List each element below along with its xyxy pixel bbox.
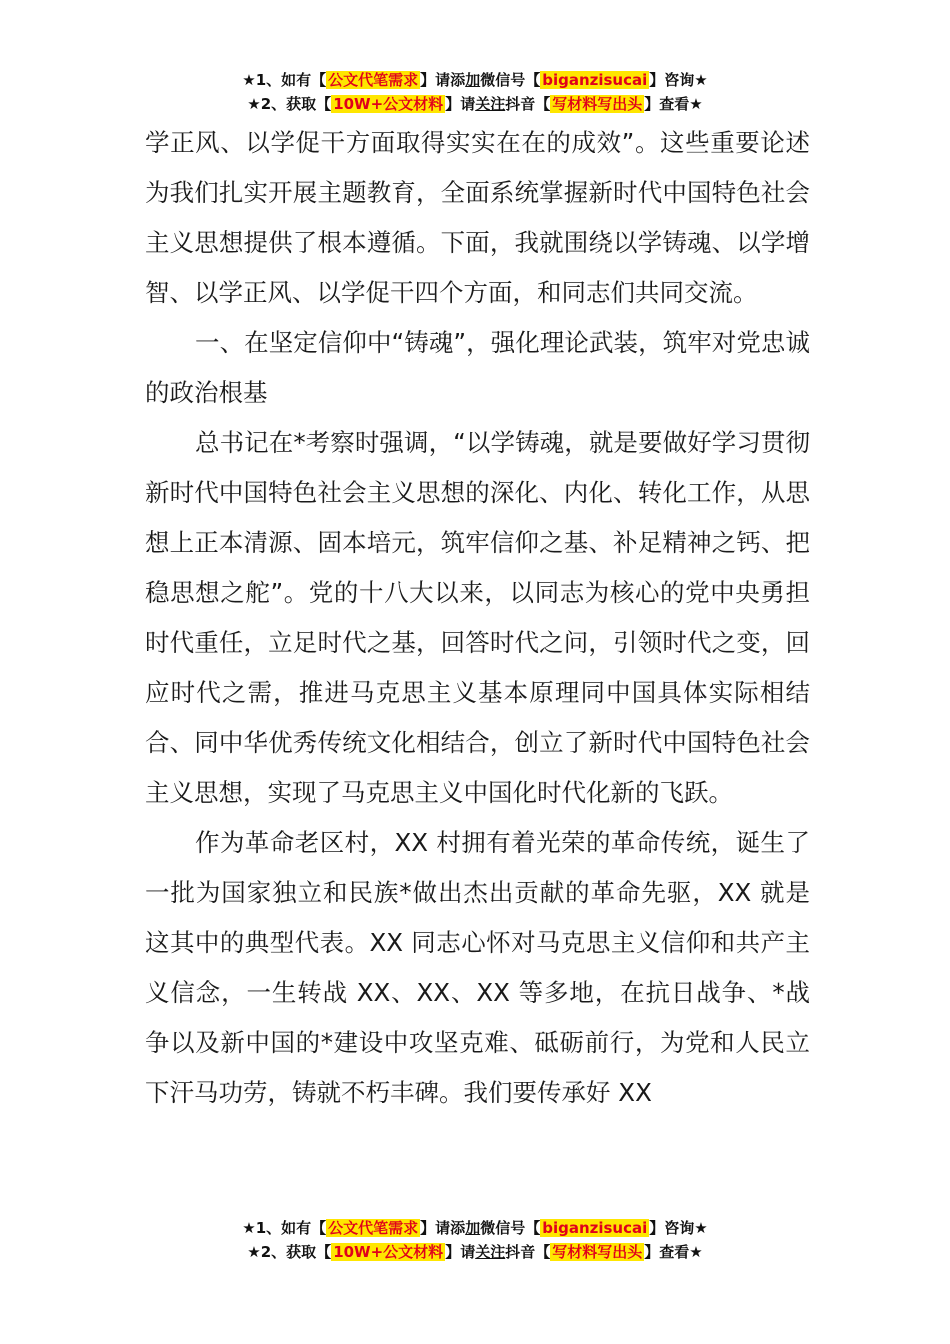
body-paragraph: 总书记在*考察时强调，“以学铸魂，就是要做好学习贯彻新时代中国特色社会主义思想的深化、内化、转化工作，从思想上正本清源、固本培元，筑牢信仰之基、补足精神之钙、把稳思想之舵”。党的十八大以来，以同志为核心的党中央勇担时代重任，立足时代之基，回答时代之问，引领时代之变，回应时代之需，推进马克思主义基本原理同中国具体实际相结合、同中华优秀传统文化相结合，创立了新时代中国特色社会主义思想，实现了马克思主义中国化时代化新的飞跃。 xyxy=(145,428,810,807)
promo-highlight-service: 公文代笔需求 xyxy=(328,71,419,89)
promo-line-2-middle-b: 抖音【 xyxy=(505,95,551,113)
promo-line-1-underlined: 加 xyxy=(465,1219,481,1237)
promo-line-2 xyxy=(0,1240,950,1264)
promo-line-2-middle-a: 】请 xyxy=(445,95,476,113)
promo-line-2-suffix: 】查看★ xyxy=(644,1243,703,1261)
promo-line-2 xyxy=(0,92,950,116)
body-paragraph: 作为革命老区村，XX 村拥有着光荣的革命传统，诞生了一批为国家独立和民族*做出杰出贡献的革命先驱，XX 就是这其中的典型代表。XX 同志心怀对马克思主义信仰和共产主义信念，一生转战 XX、XX、XX 等多地，在抗日战争、*战争以及新中国的*建设中攻坚克难、砥砺前行，为党和人民立下汗马功劳，铸就不朽丰碑。我们要传承好 XX xyxy=(145,828,810,1107)
promo-line-2-middle-b: 抖音【 xyxy=(505,1243,551,1261)
promo-line-2-prefix: ★2、获取【 xyxy=(247,1243,332,1261)
document-body xyxy=(145,118,810,1118)
promo-line-1-prefix: ★1、如有【 xyxy=(242,1219,327,1237)
promo-line-1 xyxy=(0,68,950,92)
promo-highlight-materials: 10W+公文材料 xyxy=(333,95,444,113)
promo-highlight-douyin: 写材料写出头 xyxy=(552,95,643,113)
promo-line-2-underlined: 关注 xyxy=(475,1243,506,1261)
promo-line-1-underlined: 加 xyxy=(465,71,481,89)
body-paragraph-continued: 学正风、以学促干方面取得实实在在的成效”。这些重要论述为我们扎实开展主题教育，全面系统掌握新时代中国特色社会主义思想提供了根本遵循。下面，我就围绕以学铸魂、以学增智、以学正风、以学促干四个方面，和同志们共同交流。 xyxy=(145,128,810,307)
promo-line-2-prefix: ★2、获取【 xyxy=(247,95,332,113)
promo-line-1-suffix: 】咨询★ xyxy=(649,71,708,89)
promo-line-2-underlined: 关注 xyxy=(475,95,506,113)
promo-banner-bottom xyxy=(0,1216,950,1264)
promo-highlight-materials: 10W+公文材料 xyxy=(333,1243,444,1261)
promo-line-1 xyxy=(0,1216,950,1240)
promo-line-2-suffix: 】查看★ xyxy=(644,95,703,113)
promo-line-1-middle-b: 微信号【 xyxy=(480,1219,541,1237)
promo-highlight-service: 公文代笔需求 xyxy=(328,1219,419,1237)
promo-highlight-wechat: biganzisucai xyxy=(542,1219,648,1237)
promo-highlight-douyin: 写材料写出头 xyxy=(552,1243,643,1261)
promo-line-1-prefix: ★1、如有【 xyxy=(242,71,327,89)
promo-line-1-suffix: 】咨询★ xyxy=(649,1219,708,1237)
promo-highlight-wechat: biganzisucai xyxy=(542,71,648,89)
promo-line-1-middle-a: 】请添 xyxy=(420,71,466,89)
promo-banner-top xyxy=(0,68,950,116)
promo-line-1-middle-a: 】请添 xyxy=(420,1219,466,1237)
promo-line-1-middle-b: 微信号【 xyxy=(480,71,541,89)
promo-line-2-middle-a: 】请 xyxy=(445,1243,476,1261)
section-heading-1: 一、在坚定信仰中“铸魂”，强化理论武装，筑牢对党忠诚的政治根基 xyxy=(145,328,810,407)
